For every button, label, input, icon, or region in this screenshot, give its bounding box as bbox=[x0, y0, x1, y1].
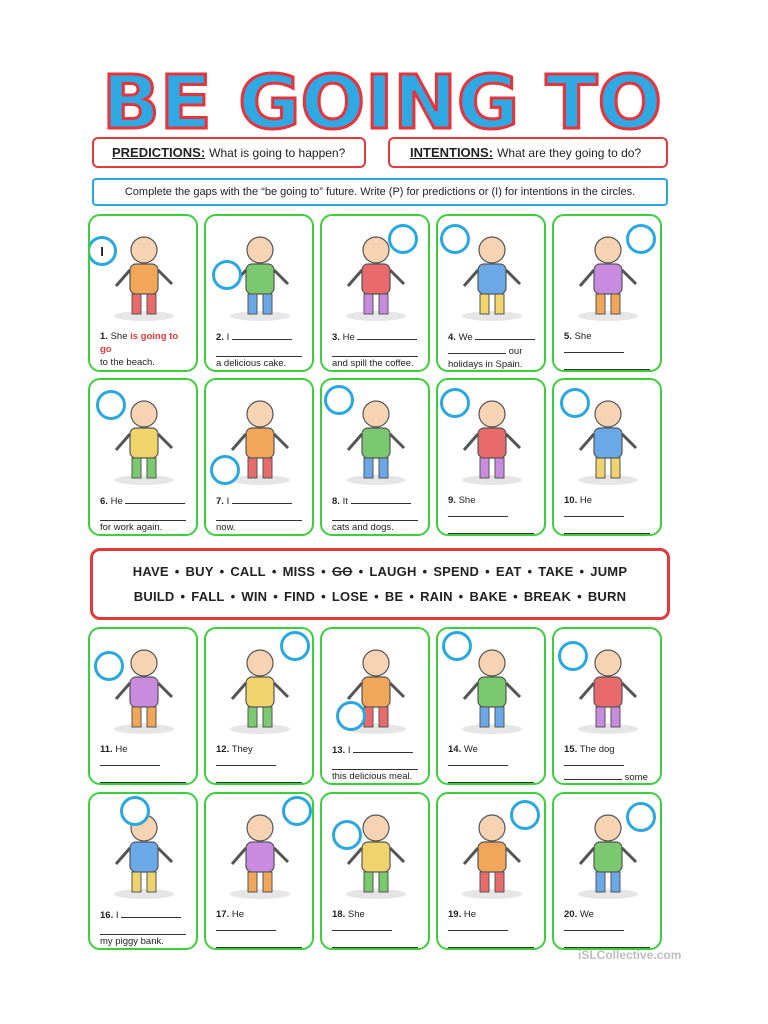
answer-circle[interactable] bbox=[626, 802, 656, 832]
item-ending bbox=[564, 370, 654, 372]
answer-blank[interactable] bbox=[564, 921, 624, 931]
item-number: 16. bbox=[100, 910, 114, 921]
item-sentence bbox=[332, 330, 422, 370]
item-number: 11. bbox=[100, 744, 113, 755]
item-ending: holidays in Spain. bbox=[448, 359, 523, 370]
exercise-card bbox=[88, 214, 198, 372]
item-ending: now. bbox=[216, 522, 236, 533]
word-separator: • bbox=[230, 589, 236, 604]
item-extra-word: some bbox=[624, 772, 648, 783]
answer-circle[interactable] bbox=[388, 224, 418, 254]
answer-blank[interactable] bbox=[100, 922, 186, 935]
exercise-card bbox=[436, 627, 546, 785]
word-separator: • bbox=[271, 564, 277, 579]
exercise-card bbox=[204, 378, 314, 536]
answer-blank[interactable] bbox=[216, 921, 276, 931]
word-bank-word: GO bbox=[331, 564, 353, 579]
exercise-card bbox=[320, 214, 430, 372]
answer-blank[interactable] bbox=[121, 908, 181, 918]
answer-blank[interactable] bbox=[100, 508, 186, 521]
word-bank-word: RAIN bbox=[420, 589, 453, 604]
answer-circle[interactable] bbox=[96, 390, 126, 420]
answer-blank[interactable] bbox=[232, 494, 292, 504]
answer-blank[interactable] bbox=[448, 921, 508, 931]
item-ending: a delicious cake. bbox=[216, 358, 287, 369]
item-ending: for work again. bbox=[100, 522, 163, 533]
item-number: 9. bbox=[448, 495, 456, 506]
item-subject: He bbox=[110, 496, 123, 507]
item-number: 10. bbox=[564, 495, 578, 506]
item-subject: They bbox=[231, 744, 253, 755]
exercise-card bbox=[204, 214, 314, 372]
item-ending bbox=[448, 783, 538, 785]
item-subject: She bbox=[458, 495, 476, 506]
word-bank-row-2 bbox=[134, 589, 626, 604]
item-number: 20. bbox=[564, 909, 578, 920]
answer-blank[interactable] bbox=[564, 770, 622, 780]
item-sentence bbox=[100, 494, 190, 534]
item-ending: to the beach. bbox=[100, 357, 155, 368]
item-subject: We bbox=[579, 909, 594, 920]
exercise-card bbox=[552, 378, 662, 536]
word-separator: • bbox=[321, 589, 326, 604]
answer-blank[interactable] bbox=[351, 494, 411, 504]
answer-blank[interactable] bbox=[564, 343, 624, 353]
item-number: 5. bbox=[564, 331, 572, 342]
item-extra-word: our bbox=[508, 346, 523, 357]
intentions-label: INTENTIONS: bbox=[410, 145, 494, 160]
answer-circle[interactable] bbox=[210, 455, 240, 485]
word-bank-word: BAKE bbox=[469, 589, 508, 604]
intentions-text: What are they going to do? bbox=[497, 145, 642, 160]
exercise-row-3 bbox=[88, 627, 674, 785]
answer-blank[interactable] bbox=[125, 494, 185, 504]
answer-blank[interactable] bbox=[475, 330, 535, 340]
item-sentence bbox=[448, 330, 538, 371]
word-bank-word: MISS bbox=[282, 564, 316, 579]
answer-blank[interactable] bbox=[332, 935, 418, 948]
exercise-card bbox=[552, 214, 662, 372]
word-bank-word: JUMP bbox=[590, 564, 628, 579]
item-ending: this delicious meal. bbox=[332, 771, 413, 782]
exercise-card bbox=[436, 792, 546, 950]
answer-blank[interactable] bbox=[564, 357, 650, 370]
answer-blank[interactable] bbox=[332, 344, 418, 357]
item-example-answer: is going to go bbox=[100, 331, 179, 355]
answer-circle[interactable] bbox=[282, 796, 312, 826]
word-bank-word: BUILD bbox=[133, 589, 175, 604]
item-sentence bbox=[332, 494, 422, 534]
answer-circle[interactable] bbox=[94, 651, 124, 681]
answer-circle[interactable] bbox=[336, 701, 366, 731]
item-number: 12. bbox=[216, 744, 230, 755]
answer-circle[interactable] bbox=[280, 631, 310, 661]
answer-circle[interactable] bbox=[442, 631, 472, 661]
item-number: 7. bbox=[216, 496, 224, 507]
word-separator: • bbox=[358, 564, 364, 579]
item-ending bbox=[564, 534, 654, 536]
item-sentence bbox=[100, 330, 190, 369]
item-sentence bbox=[332, 743, 422, 783]
answer-circle[interactable] bbox=[88, 236, 117, 266]
exercise-card bbox=[204, 792, 314, 950]
answer-blank[interactable] bbox=[216, 935, 302, 948]
item-subject: He bbox=[231, 909, 245, 920]
answer-blank[interactable] bbox=[332, 757, 418, 770]
answer-circle[interactable] bbox=[440, 388, 470, 418]
item-ending bbox=[216, 783, 306, 785]
item-subject: He bbox=[342, 332, 355, 343]
item-number: 17. bbox=[216, 909, 230, 920]
word-bank-word: BUY bbox=[185, 564, 214, 579]
word-bank bbox=[90, 548, 670, 620]
item-sentence bbox=[100, 908, 190, 948]
word-bank-word: BURN bbox=[587, 589, 627, 604]
exercise-card bbox=[436, 378, 546, 536]
predictions-box bbox=[92, 137, 366, 168]
answer-circle[interactable] bbox=[332, 820, 362, 850]
item-sentence bbox=[100, 743, 190, 785]
item-number: 18. bbox=[332, 909, 346, 920]
word-separator: • bbox=[374, 589, 379, 604]
word-separator: • bbox=[485, 564, 490, 579]
item-subject: I bbox=[115, 910, 119, 921]
word-bank-word: CALL bbox=[230, 564, 266, 579]
answer-circle[interactable] bbox=[560, 388, 590, 418]
word-separator: • bbox=[579, 564, 585, 579]
title-text: BE GOING TO bbox=[102, 62, 662, 140]
predictions-label: PREDICTIONS: bbox=[112, 145, 206, 160]
answer-circle[interactable] bbox=[510, 800, 540, 830]
item-subject: I bbox=[347, 745, 351, 756]
answer-blank[interactable] bbox=[357, 330, 417, 340]
item-number: 6. bbox=[100, 496, 108, 507]
word-separator: • bbox=[219, 564, 225, 579]
instructions-text: Complete the gaps with the “be going to” future. Write (P) for predictions or (I) for intentions in the circles. bbox=[124, 186, 636, 198]
answer-blank[interactable] bbox=[332, 921, 392, 931]
item-number: 19. bbox=[448, 909, 462, 920]
answer-blank[interactable] bbox=[100, 756, 160, 766]
answer-blank[interactable] bbox=[232, 330, 292, 340]
word-bank-word: SPEND bbox=[433, 564, 480, 579]
item-sentence bbox=[564, 743, 654, 785]
answer-circle[interactable] bbox=[324, 385, 354, 415]
answer-mark: I bbox=[100, 243, 104, 259]
word-bank-word: FALL bbox=[191, 589, 225, 604]
worksheet-title bbox=[95, 62, 670, 140]
word-bank-word: FIND bbox=[283, 589, 316, 604]
intentions-box bbox=[388, 137, 668, 168]
item-sentence bbox=[332, 908, 422, 950]
exercise-row-2 bbox=[88, 378, 674, 536]
item-sentence bbox=[448, 743, 538, 785]
item-subject: He bbox=[115, 744, 128, 755]
word-separator: • bbox=[458, 589, 464, 604]
answer-blank[interactable] bbox=[564, 756, 624, 766]
exercise-card bbox=[88, 792, 198, 950]
exercise-card bbox=[436, 214, 546, 372]
word-bank-word: WIN bbox=[241, 589, 268, 604]
word-bank-word: TAKE bbox=[538, 564, 574, 579]
word-bank-word: LAUGH bbox=[369, 564, 417, 579]
item-subject: The dog bbox=[579, 744, 615, 755]
exercise-card bbox=[88, 627, 198, 785]
item-sentence bbox=[448, 494, 538, 536]
watermark: iSLCollective.com bbox=[578, 948, 682, 962]
item-number: 8. bbox=[332, 496, 340, 507]
word-separator: • bbox=[409, 589, 415, 604]
word-bank-word: EAT bbox=[495, 564, 522, 579]
exercise-row-4 bbox=[88, 792, 674, 950]
item-sentence bbox=[216, 908, 306, 950]
answer-circle[interactable] bbox=[558, 641, 588, 671]
item-sentence bbox=[448, 908, 538, 950]
word-separator: • bbox=[527, 564, 533, 579]
item-number: 14. bbox=[448, 744, 462, 755]
predictions-text: What is going to happen? bbox=[209, 145, 346, 160]
item-subject: She bbox=[347, 909, 365, 920]
word-separator: • bbox=[273, 589, 278, 604]
item-subject: We bbox=[458, 332, 473, 343]
answer-circle[interactable] bbox=[120, 796, 150, 826]
answer-blank[interactable] bbox=[448, 521, 534, 534]
item-subject: He bbox=[579, 495, 593, 506]
answer-circle[interactable] bbox=[212, 260, 242, 290]
exercise-card bbox=[552, 627, 662, 785]
word-bank-word: BE bbox=[384, 589, 404, 604]
item-number: 1. bbox=[100, 331, 108, 342]
word-separator: • bbox=[422, 564, 428, 579]
answer-circle[interactable] bbox=[626, 224, 656, 254]
item-ending: my piggy bank. bbox=[100, 936, 164, 947]
exercise-row-1 bbox=[88, 214, 674, 372]
word-bank-word: HAVE bbox=[132, 564, 169, 579]
item-number: 15. bbox=[564, 744, 578, 755]
item-ending bbox=[564, 784, 654, 785]
word-separator: • bbox=[577, 589, 582, 604]
item-ending bbox=[332, 948, 422, 950]
exercise-card bbox=[204, 627, 314, 785]
item-ending bbox=[448, 534, 538, 536]
answer-blank[interactable] bbox=[216, 770, 302, 783]
answer-circle[interactable] bbox=[440, 224, 470, 254]
answer-blank[interactable] bbox=[448, 770, 534, 783]
word-bank-row-1 bbox=[133, 564, 627, 579]
word-separator: • bbox=[180, 589, 186, 604]
answer-blank[interactable] bbox=[448, 507, 508, 517]
item-subject: We bbox=[463, 744, 478, 755]
answer-blank[interactable] bbox=[564, 521, 650, 534]
answer-blank[interactable] bbox=[448, 344, 506, 354]
instructions-box bbox=[92, 178, 668, 206]
word-bank-word: LOSE bbox=[331, 589, 369, 604]
answer-blank[interactable] bbox=[332, 508, 418, 521]
word-bank-word: BREAK bbox=[523, 589, 572, 604]
item-number: 4. bbox=[448, 332, 456, 343]
exercise-card bbox=[320, 792, 430, 950]
item-sentence bbox=[564, 494, 654, 536]
word-separator: • bbox=[321, 564, 326, 579]
item-ending: and spill the coffee. bbox=[332, 358, 414, 369]
item-subject: I bbox=[226, 496, 230, 507]
item-sentence bbox=[564, 908, 654, 950]
exercise-card bbox=[320, 627, 430, 785]
exercise-card bbox=[88, 378, 198, 536]
answer-blank[interactable] bbox=[353, 743, 413, 753]
answer-blank[interactable] bbox=[564, 507, 624, 517]
item-subject: It bbox=[342, 496, 348, 507]
answer-blank[interactable] bbox=[216, 344, 302, 357]
item-sentence bbox=[216, 330, 306, 370]
word-separator: • bbox=[513, 589, 518, 604]
word-separator: • bbox=[174, 564, 180, 579]
item-subject: I bbox=[226, 332, 230, 343]
answer-blank[interactable] bbox=[216, 508, 302, 521]
item-subject: She bbox=[574, 331, 592, 342]
exercise-card bbox=[320, 378, 430, 536]
item-number: 13. bbox=[332, 745, 346, 756]
item-subject: He bbox=[463, 909, 477, 920]
item-sentence bbox=[564, 330, 654, 372]
item-subject: She bbox=[110, 331, 128, 342]
answer-blank[interactable] bbox=[448, 935, 534, 948]
item-sentence bbox=[216, 743, 306, 785]
item-ending bbox=[216, 948, 306, 950]
item-sentence bbox=[216, 494, 306, 534]
item-number: 2. bbox=[216, 332, 224, 343]
answer-blank[interactable] bbox=[216, 756, 276, 766]
answer-blank[interactable] bbox=[100, 770, 186, 783]
answer-blank[interactable] bbox=[448, 756, 508, 766]
item-ending: cats and dogs. bbox=[332, 522, 394, 533]
item-ending bbox=[448, 948, 538, 950]
exercise-card bbox=[552, 792, 662, 950]
answer-blank[interactable] bbox=[564, 935, 650, 948]
item-number: 3. bbox=[332, 332, 340, 343]
item-ending bbox=[100, 783, 190, 785]
